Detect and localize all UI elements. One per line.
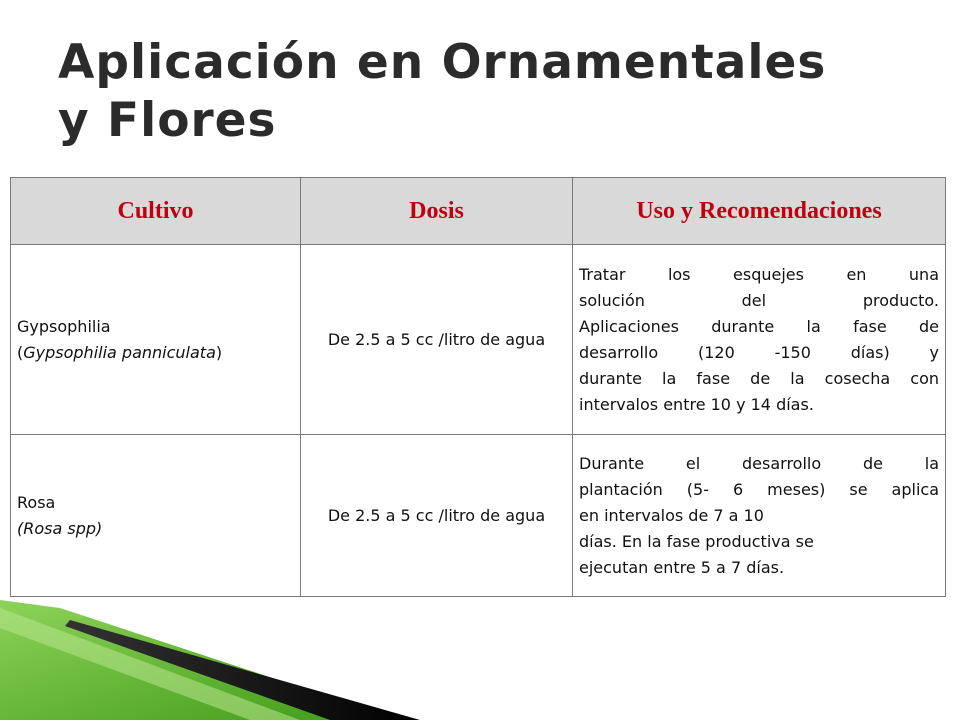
- dosis-cell: De 2.5 a 5 cc /litro de agua: [301, 435, 573, 597]
- table-row: [11, 435, 946, 597]
- uso-line: durante la fase de la cosecha con: [579, 368, 939, 388]
- uso-line: en intervalos de 7 a 10: [579, 505, 764, 525]
- uso-line: Durante el desarrollo de la: [579, 453, 939, 473]
- uso-cell: [573, 245, 946, 435]
- uso-line: intervalos entre 10 y 14 días.: [579, 394, 814, 414]
- uso-line: desarrollo (120 -150 días) y: [579, 342, 939, 362]
- slide-title-line-1: Aplicación en Ornamentales: [58, 35, 827, 90]
- slide-title: [58, 34, 938, 150]
- cultivo-cell: [11, 435, 301, 597]
- decorative-accent: [0, 600, 420, 720]
- cultivo-scientific-name: Gypsophilia panniculata: [23, 342, 216, 362]
- uso-line: días. En la fase productiva se: [579, 531, 814, 551]
- uso-line: Aplicaciones durante la fase de: [579, 316, 939, 336]
- uso-line: Tratar los esquejes en una: [579, 264, 939, 284]
- cultivo-name: Rosa: [17, 492, 56, 512]
- cultivo-name: Gypsophilia: [17, 316, 111, 336]
- cultivo-paren-open: (: [17, 342, 24, 362]
- application-table: [10, 177, 946, 597]
- table-row: [11, 245, 946, 435]
- uso-line: plantación (5- 6 meses) se aplica: [579, 479, 939, 499]
- slide-title-line-2: y Flores: [58, 93, 277, 148]
- dosis-cell: De 2.5 a 5 cc /litro de agua: [301, 245, 573, 435]
- cultivo-cell: [11, 245, 301, 435]
- header-dosis: Dosis: [301, 178, 573, 245]
- header-cultivo: Cultivo: [11, 178, 301, 245]
- uso-cell: [573, 435, 946, 597]
- cultivo-scientific-name: (Rosa spp): [17, 518, 103, 538]
- header-uso: Uso y Recomendaciones: [573, 178, 946, 245]
- table-header-row: [11, 178, 946, 245]
- uso-line: solución del producto.: [579, 290, 939, 310]
- cultivo-paren-close: ): [215, 342, 223, 362]
- uso-line: ejecutan entre 5 a 7 días.: [579, 557, 785, 577]
